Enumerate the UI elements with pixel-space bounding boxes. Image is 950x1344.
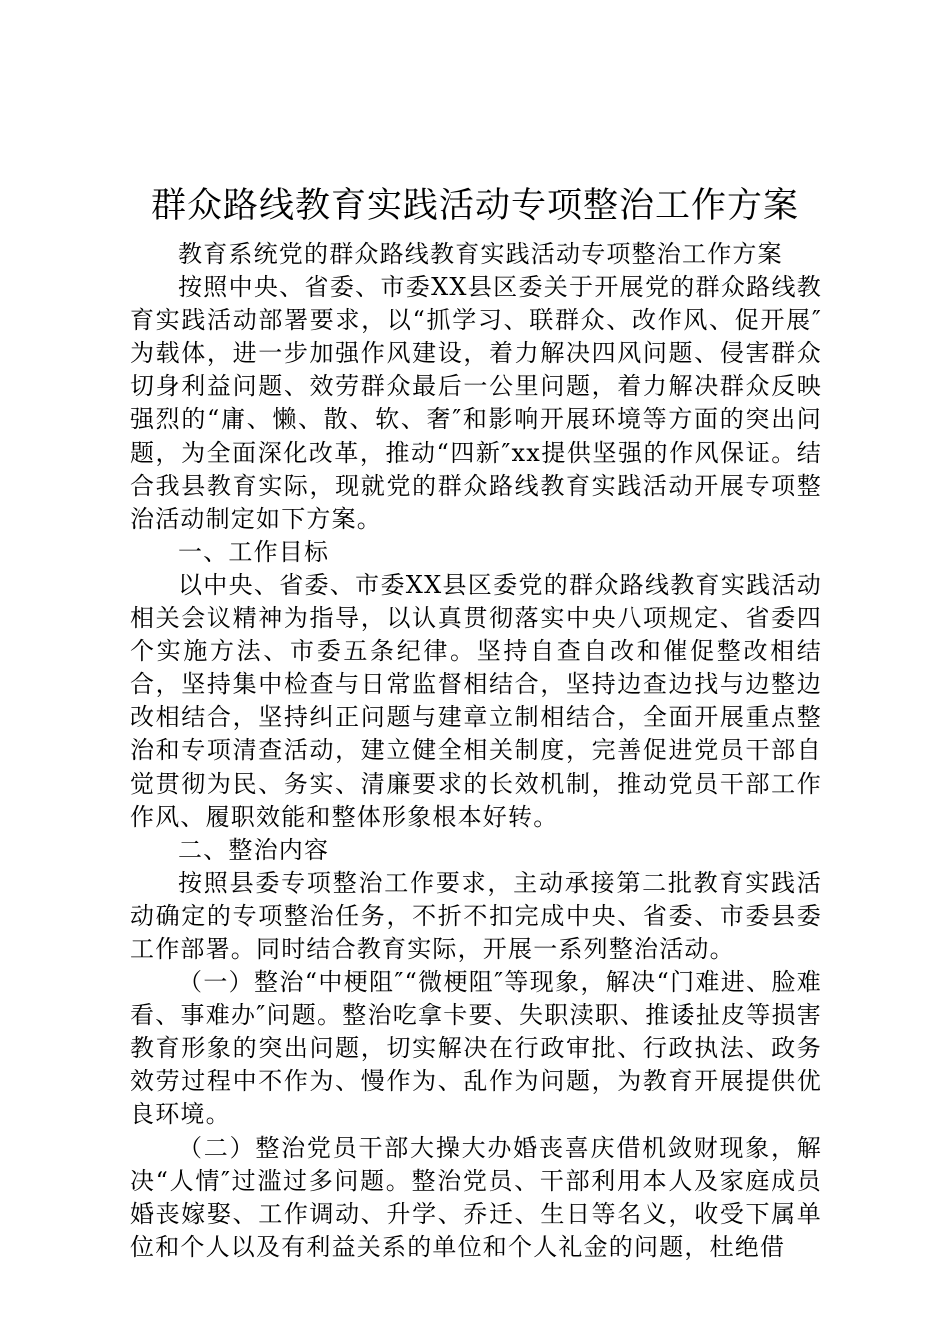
subtitle-paragraph: 教育系统党的群众路线教育实践活动专项整治工作方案 [178,240,783,268]
section-heading-content: 二、整治内容 [178,835,330,864]
content-paragraph: 按照县委专项整治工作要求，主动承接第二批教育实践活动确定的专项整治任务，不折不扣完成中央、省委、市委县委工作部署。同时结合教育实际，开展一系列整治活动。 [130,868,822,963]
item-paragraph-1: （一）整治“中梗阻″“微梗阻″等现象，解决“门难进、脸难看、事难办″问题。整治吃拿卡要、失职渎职、推诿扯皮等损害教育形象的突出问题，切实解决在行政审批、行政执法、政务效劳过程中不作为、慢作为、乱作为问题，为教育开展提供优良环境。 [130,968,822,1129]
intro-paragraph: 按照中央、省委、市委XX县区委关于开展党的群众路线教育实践活动部署要求，以“抓学习、联群众、改作风、促开展″为载体，进一步加强作风建设，着力解决四风问题、侵害群众切身利益问题、效劳群众最后一公里问题，着力解决群众反映强烈的“庸、懒、散、软、奢″和影响开展环境等方面的突出问题，为全面深化改革，推动“四新″xx提供坚强的作风保证。结合我县教育实际，现就党的群众路线教育实践活动开展专项整治活动制定如下方案。 [130,273,822,533]
item-paragraph-2: （二）整治党员干部大操大办婚丧喜庆借机敛财现象，解决“人情″过滥过多问题。整治党员、干部利用本人及家庭成员婚丧嫁娶、工作调动、升学、乔迁、生日等名义，收受下属单位和个人以及有利益关系的单位和个人礼金的问题，杜绝借 [130,1133,822,1261]
document-title: 群众路线教育实践活动专项整治工作方案 [150,186,799,226]
section-heading-goals: 一、工作目标 [178,537,330,566]
document-body [130,238,822,1264]
goals-paragraph: 以中央、省委、市委XX县区委党的群众路线教育实践活动相关会议精神为指导，以认真贯彻落实中央八项规定、省委四个实施方法、市委五条纪律。坚持自查自改和催促整改相结合，坚持集中检查与日常监督相结合，坚持边查边找与边整边改相结合，坚持纠正问题与建章立制相结合，全面开展重点整治和专项清查活动，建立健全相关制度，完善促进党员干部自觉贯彻为民、务实、清廉要求的长效机制，推动党员干部工作作风、履职效能和整体形象根本好转。 [130,570,822,831]
